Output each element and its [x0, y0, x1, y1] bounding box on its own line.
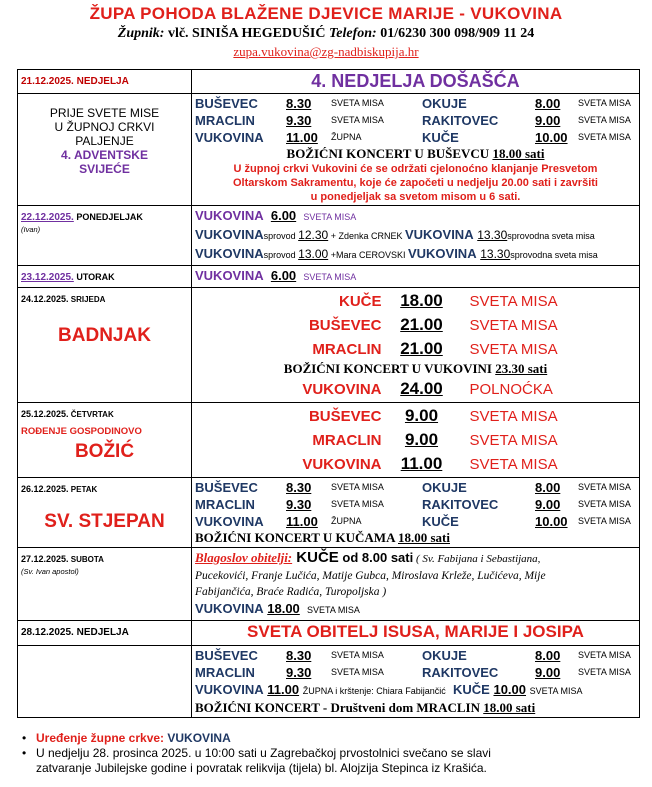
place-name: MRACLIN — [312, 432, 382, 449]
mass-time: 9.30 — [286, 497, 312, 512]
funeral-time: 12.30 — [298, 228, 329, 242]
mass-time: 13.30 — [477, 228, 508, 242]
note-line-3: u ponedjeljak sa svetom misom u 6 sati. — [310, 191, 521, 203]
mass-time: 10.00 — [493, 682, 527, 697]
concert-line — [195, 361, 636, 377]
priest-name: vlč. SINIŠA HEGEDUŠIĆ — [164, 26, 329, 41]
mass-row — [195, 664, 636, 681]
mass-row — [195, 496, 636, 513]
place-name: KUČE — [453, 682, 490, 697]
mass-time: 9.30 — [286, 665, 312, 680]
priest-label: Župnik: — [117, 26, 165, 41]
date-24: 24.12.2025. — [21, 294, 69, 304]
schedule-table — [17, 69, 640, 718]
mass-row — [195, 404, 636, 428]
mass-type: SVETA MISA — [331, 667, 384, 677]
mass-type: SVETA MISA — [578, 482, 631, 492]
advent-line-4: 4. ADVENTSKE — [61, 148, 148, 162]
streets-line-3: Fabijančića, Braće Radića, Turopoljska ) — [195, 586, 387, 598]
concert-time: 18.00 sati — [398, 530, 450, 545]
blessing-label: Blagoslov obitelji: — [195, 550, 293, 565]
funeral-row — [195, 226, 636, 245]
mass-row — [195, 681, 636, 700]
mass-time: 8.30 — [286, 648, 312, 663]
feast-name: SV. STJEPAN — [44, 511, 165, 532]
mass-time: 11.00 — [286, 130, 318, 145]
date-25: 25.12.2025. — [21, 409, 69, 419]
day-name: ČETVRTAK — [68, 410, 114, 419]
advent-line-2: U ŽUPNOJ CRKVI — [54, 120, 155, 134]
place-name: VUKOVINA — [302, 456, 382, 473]
cleaning-label: Uređenje župne crkve: — [36, 731, 168, 745]
place-name: BUŠEVEC — [308, 408, 382, 425]
email-link[interactable]: zupa.vukovina@zg-nadbiskupija.hr — [233, 44, 419, 59]
funeral-row — [195, 245, 636, 264]
footer-bullet — [22, 746, 642, 761]
mass-type: SVETA MISA — [331, 499, 384, 509]
day-27 — [18, 548, 640, 621]
title-21: 4. NEDJELJA DOŠAŠĆA — [311, 71, 520, 91]
day-28-header — [18, 621, 640, 646]
concert-text: BOŽIĆNI KONCERT U KUČAMA — [195, 530, 398, 545]
place-name: OKUJE — [422, 648, 467, 663]
mass-row — [195, 289, 636, 313]
place-name: RAKITOVEC — [422, 497, 499, 512]
date-23: 23.12.2025. — [21, 272, 74, 283]
concert-time: 18.00 sati — [483, 700, 536, 715]
phone-numbers: 01/6230 300 098/909 11 24 — [376, 26, 535, 41]
mass-type: SVETA MISA — [469, 408, 558, 425]
mass-time: 8.00 — [535, 480, 561, 495]
place-name: VUKOVINA — [195, 227, 264, 242]
place-name: KUČE — [338, 293, 382, 310]
priest-line — [0, 26, 652, 42]
place-name: VUKOVINA — [195, 601, 264, 616]
mass-type: SVETA MISA — [303, 272, 357, 282]
place-name: VUKOVINA — [404, 227, 474, 242]
feast-name: BADNJAK — [58, 325, 151, 346]
mass-row — [195, 452, 636, 476]
mass-type: SVETA MISA — [331, 115, 384, 125]
cleaning-value: VUKOVINA — [167, 731, 231, 745]
saint-name: (Ivan) — [21, 225, 41, 234]
mass-row — [195, 337, 636, 361]
day-23 — [18, 266, 640, 288]
place-name: BUŠEVEC — [195, 480, 258, 495]
announcement-line-2: zatvaranje Jubilejske godine i povratak relikvija (tijela) bl. Alojzija Stepinca iz Krašića. — [36, 761, 487, 775]
mass-time: 9.00 — [535, 497, 561, 512]
place-name: MRACLIN — [312, 341, 382, 358]
mass-row — [195, 647, 636, 664]
mass-type: ŽUPNA — [331, 516, 362, 526]
concert-line — [195, 530, 636, 546]
mass-time: 10.00 — [535, 514, 568, 529]
mass-type: SVETA MISA — [578, 650, 631, 660]
place-name: RAKITOVEC — [422, 665, 499, 680]
concert-text: BOŽIĆNI KONCERT U VUKOVINI — [283, 361, 496, 376]
mass-row — [195, 207, 636, 226]
place-name: VUKOVINA — [195, 682, 264, 697]
place-name: VUKOVINA — [195, 208, 264, 223]
mass-time: 9.00 — [535, 113, 561, 128]
note-line-2: Oltarskom Sakramentu, koje će započeti u nedjelju 20.00 sati i završiti — [233, 177, 598, 189]
streets-continued — [195, 568, 636, 600]
place-name: MRACLIN — [195, 497, 255, 512]
day-26 — [18, 478, 640, 548]
feast-subtitle: ROĐENJE GOSPODINOVO — [21, 426, 142, 437]
place-name: KUČE — [422, 130, 459, 145]
mass-time: 21.00 — [400, 339, 443, 358]
footer-continuation — [22, 761, 642, 776]
title-28: SVETA OBITELJ ISUSA, MARIJE I JOSIPA — [247, 622, 584, 641]
mass-type: ŽUPNA i krštenje: Chiara Fabijančić — [302, 686, 446, 696]
mass-row — [195, 513, 636, 530]
streets-list: ( Sv. Fabijana i Sebastijana, — [413, 553, 541, 565]
adoration-note — [195, 162, 636, 204]
place-name: KUČE — [292, 549, 339, 566]
mass-time: 9.00 — [404, 430, 439, 449]
concert-time: 23.30 sati — [495, 361, 548, 376]
mass-type: sprovodna sveta misa — [507, 231, 595, 241]
mass-type: SVETA MISA — [469, 317, 558, 334]
place-name: RAKITOVEC — [422, 113, 499, 128]
mass-time: 8.00 — [535, 648, 561, 663]
mass-time: 6.00 — [270, 208, 297, 223]
note-line-1: U župnoj crkvi Vukovini će se održati cjelonoćno klanjanje Presvetom — [233, 163, 598, 175]
blessing-line — [195, 549, 636, 568]
mass-type: SVETA MISA — [331, 650, 384, 660]
mass-time: 11.00 — [267, 682, 300, 697]
mass-type: POLNOĆKA — [469, 381, 553, 398]
place-name: VUKOVINA — [195, 130, 264, 145]
mass-type: SVETA MISA — [331, 482, 384, 492]
blessing-time: od 8.00 sati — [338, 550, 414, 565]
mass-row — [195, 112, 636, 129]
mass-type: SVETA MISA — [578, 667, 631, 677]
streets-line-2: Pucekovići, Franje Lučića, Matije Gubca, Miroslava Krleže, Lučićeva, Mije — [195, 570, 546, 582]
day-name: PONEDJELJAK — [73, 212, 143, 222]
announcement-line-1: U nedjelju 28. prosinca 2025. u 10:00 sati u Zagrebačkoj prvostolnici svečano se slavi — [36, 746, 491, 760]
mass-type: SVETA MISA — [331, 98, 384, 108]
footer-bullet — [22, 731, 642, 746]
advent-line-3: PALJENJE — [75, 134, 134, 148]
concert-place: Društveni dom MRACLIN — [330, 700, 484, 715]
day-21-header — [18, 70, 640, 94]
mass-time: 8.00 — [535, 96, 561, 111]
day-21-body — [18, 94, 640, 206]
day-name: UTORAK — [73, 272, 115, 282]
date-28: 28.12.2025. NEDJELJA — [21, 627, 129, 638]
date-22: 22.12.2025. — [21, 212, 74, 223]
mass-time: 13.30 — [480, 247, 511, 261]
feast-name: BOŽIĆ — [74, 441, 135, 462]
advent-line-5: SVIJEĆE — [79, 162, 130, 176]
date-27: 27.12.2025. — [21, 554, 69, 564]
mass-time: 11.00 — [286, 514, 318, 529]
concert-line — [195, 700, 636, 716]
place-name: BUŠEVEC — [195, 648, 258, 663]
funeral-label: sprovod — [263, 250, 299, 260]
day-28-body — [18, 646, 640, 718]
mass-time: 9.00 — [404, 406, 439, 425]
place-name: OKUJE — [422, 480, 467, 495]
place-name: MRACLIN — [195, 113, 255, 128]
mass-time: 9.30 — [286, 113, 312, 128]
funeral-label: sprovod — [263, 231, 299, 241]
parish-title: ŽUPA POHODA BLAŽENE DJEVICE MARIJE - VUKOVINA — [89, 4, 563, 23]
page-header — [0, 4, 652, 60]
day-name: SUBOTA — [68, 555, 104, 564]
concert-text: BOŽIĆNI KONCERT - — [195, 700, 331, 715]
mass-type: SVETA MISA — [469, 432, 558, 449]
concert-text: BOŽIĆNI KONCERT U BUŠEVCU — [286, 146, 493, 161]
mass-type: SVETA MISA — [469, 341, 558, 358]
mass-row — [195, 95, 636, 112]
mass-time: 8.30 — [286, 96, 312, 111]
mass-row — [195, 267, 636, 286]
mass-time: 9.00 — [535, 665, 561, 680]
concert-time: 18.00 sati — [492, 146, 545, 161]
day-25 — [18, 403, 640, 478]
mass-row — [195, 479, 636, 496]
mass-type: ŽUPNA — [331, 132, 362, 142]
mass-type: SVETA MISA — [303, 212, 357, 222]
mass-row — [195, 377, 636, 401]
mass-time: 11.00 — [400, 454, 443, 473]
place-name: VUKOVINA — [302, 381, 382, 398]
mass-type: SVETA MISA — [469, 456, 558, 473]
mass-type: SVETA MISA — [469, 293, 558, 310]
place-name: OKUJE — [422, 96, 467, 111]
mass-row — [195, 428, 636, 452]
mass-row — [195, 600, 636, 619]
mass-type: SVETA MISA — [578, 132, 631, 142]
place-name: VUKOVINA — [195, 268, 264, 283]
place-name: VUKOVINA — [195, 246, 264, 261]
day-24 — [18, 288, 640, 403]
place-name: BUŠEVEC — [308, 317, 382, 334]
mass-row — [195, 129, 636, 146]
mass-time: 6.00 — [270, 268, 297, 283]
mass-time: 10.00 — [535, 130, 568, 145]
place-name: MRACLIN — [195, 665, 255, 680]
advent-note — [21, 106, 188, 176]
date-26: 26.12.2025. — [21, 484, 69, 494]
date-21: 21.12.2025. NEDJELJA — [21, 76, 129, 87]
mass-type: SVETA MISA — [578, 516, 631, 526]
mass-type: SVETA MISA — [578, 499, 631, 509]
mass-time: 18.00 — [400, 291, 443, 310]
mass-type: sprovodna sveta misa — [510, 250, 598, 260]
phone-label: Telefon: — [329, 26, 377, 41]
mass-time: 24.00 — [400, 379, 443, 398]
mass-time: 8.30 — [286, 480, 312, 495]
mass-type: SVETA MISA — [307, 605, 360, 615]
day-22 — [18, 206, 640, 266]
day-name: PETAK — [68, 485, 98, 494]
deceased-name: +Mara CEROVSKI — [328, 250, 408, 260]
mass-type: SVETA MISA — [578, 98, 631, 108]
deceased-name: + Zdenka CRNEK — [328, 231, 405, 241]
saint-name: (Sv. Ivan apostol) — [21, 567, 79, 576]
footer-notes — [22, 731, 642, 776]
mass-type: SVETA MISA — [529, 686, 583, 696]
place-name: VUKOVINA — [195, 514, 264, 529]
advent-line-1: PRIJE SVETE MISE — [49, 106, 160, 120]
place-name: KUČE — [422, 514, 459, 529]
concert-line — [195, 146, 636, 162]
mass-time: 21.00 — [400, 315, 443, 334]
funeral-time: 13.00 — [298, 247, 329, 261]
mass-type: SVETA MISA — [578, 115, 631, 125]
mass-time: 18.00 — [267, 601, 300, 616]
place-name: VUKOVINA — [407, 246, 477, 261]
place-name: BUŠEVEC — [195, 96, 258, 111]
mass-row — [195, 313, 636, 337]
day-name: SRIJEDA — [68, 295, 106, 304]
